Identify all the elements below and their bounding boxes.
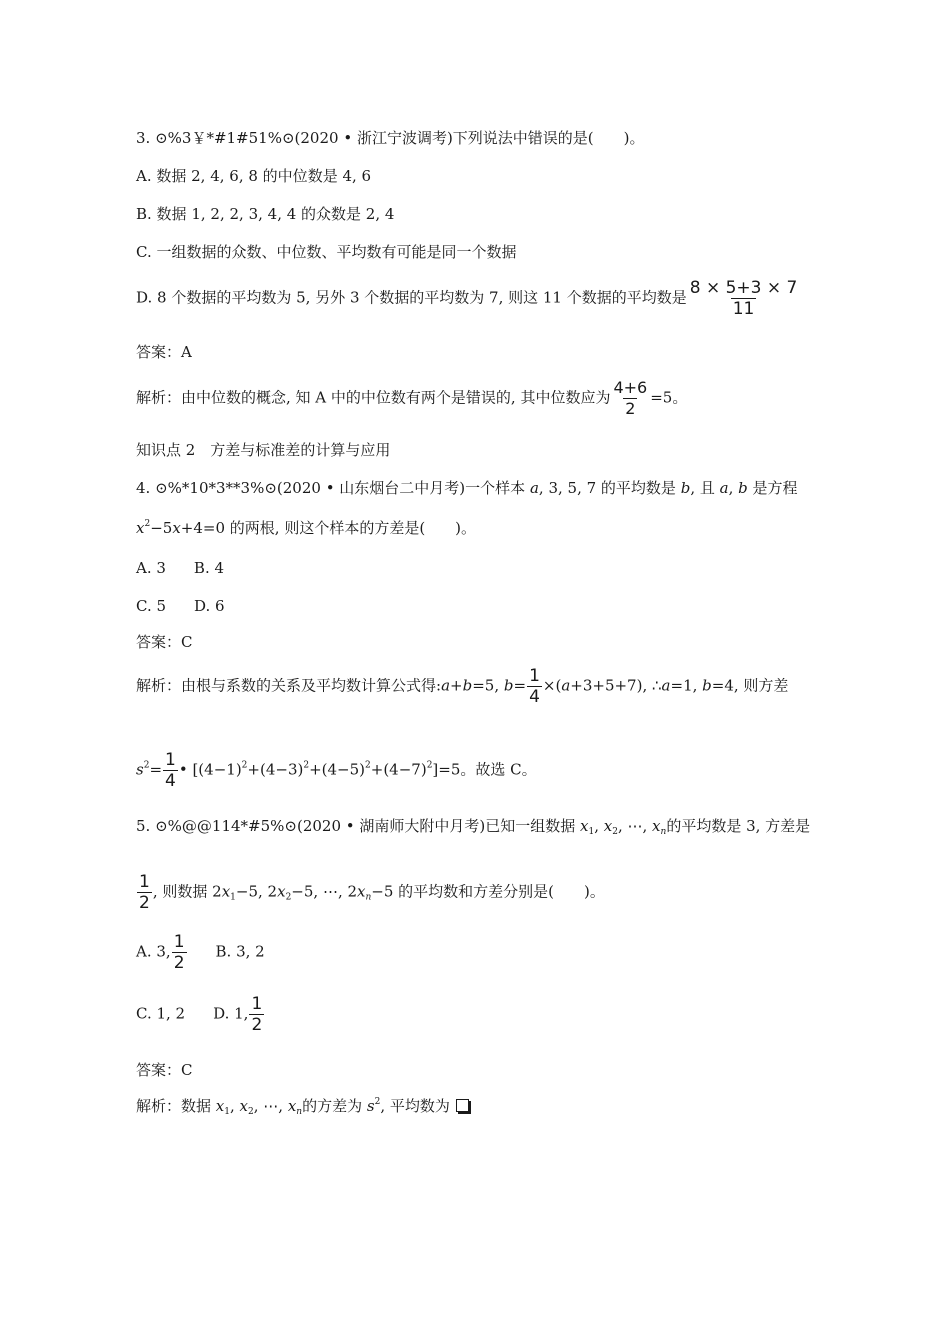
q3-answer: 答案：A	[136, 343, 192, 361]
q3-option-d: D. 8 个数据的平均数为 5, 另外 3 个数据的平均数为 7, 则这 11 个数据的平均数是 $\frac{8 \times 5+3 \times 7}{11}$	[136, 278, 798, 319]
q4-analysis: 解析：由根与系数的关系及平均数计算公式得:a+b=5, b= $\frac{1}{4}$ ×(a+3+5+7), ∴a=1, b=4, 则方差	[136, 666, 789, 707]
q5-options-ab: A. 3, $\frac{1}{2}$ B. 3, 2	[136, 932, 265, 973]
q3-analysis-fraction: $\frac{4+6}{2}$	[613, 378, 648, 418]
q3-option-b: B. 数据 1, 2, 2, 3, 4, 4 的众数是 2, 4	[136, 205, 395, 223]
checkbox-icon	[456, 1099, 469, 1112]
q4-options-ab: A. 3 B. 4	[136, 559, 225, 577]
q4-options-cd: C. 5 D. 6	[136, 597, 225, 615]
q4-variance-fraction: $\frac{1}{4}$	[165, 750, 176, 791]
q5-answer: 答案：C	[136, 1061, 193, 1079]
q5-analysis: 解析：数据 $x_1$, $x_2$, ⋯, $x_n$的方差为 $s^2$, 平均数为	[136, 1096, 469, 1116]
q5-half-fraction: $\frac{1}{2}$	[139, 872, 150, 913]
q4-variance-line: $s^2=$ $\frac{1}{4}$ • $[(4-1)^2+(4-3)^2+(4-5)^2+(4-7)^2]=5$。故选 C。	[136, 750, 537, 791]
q5-option-a-fraction: $\frac{1}{2}$	[173, 932, 185, 973]
q4-equation-line: $x^2-5x+4=0$ 的两根, 则这个样本的方差是( )。	[136, 519, 477, 537]
q3-option-a: A. 数据 2, 4, 6, 8 的中位数是 4, 6	[136, 167, 372, 185]
q5-option-d-fraction: $\frac{1}{2}$	[251, 994, 263, 1035]
q5-line2: $\frac{1}{2}$ , 则数据 $2x_1-5$, $2x_2-5$, ⋯, $2x_n-5$ 的平均数和方差分别是( )。	[139, 872, 605, 913]
q3-option-c: C. 一组数据的众数、中位数、平均数有可能是同一个数据	[136, 243, 517, 261]
q5-stem: 5. ⊙%@@114*#5%⊙(2020 • 湖南师大附中月考)已知一组数据 $x_1$, $x_2$, ⋯, $x_n$的平均数是 3, 方差是	[136, 817, 811, 837]
q3-analysis: 解析：由中位数的概念, 知 A 中的中位数有两个是错误的, 其中位数应为 $\frac{4+6}{2}$ =5。	[136, 378, 688, 418]
section-heading: 知识点 2 方差与标准差的计算与应用	[136, 441, 391, 459]
q3-stem: 3. ⊙%3￥*#1#51%⊙(2020 • 浙江宁波调考)下列说法中错误的是( )。	[136, 129, 645, 147]
q4-stem: 4. ⊙%*10*3**3%⊙(2020 • 山东烟台二中月考)一个样本 a, 3, 5, 7 的平均数是 b, 且 a, b 是方程	[136, 479, 798, 497]
q4-analysis-fraction: $\frac{1}{4}$	[529, 666, 540, 707]
q3-option-d-fraction: $\frac{8 \times 5+3 \times 7}{11}$	[689, 278, 798, 319]
q4-answer: 答案：C	[136, 633, 193, 651]
q5-options-cd: C. 1, 2 D. 1, $\frac{1}{2}$	[136, 994, 263, 1035]
